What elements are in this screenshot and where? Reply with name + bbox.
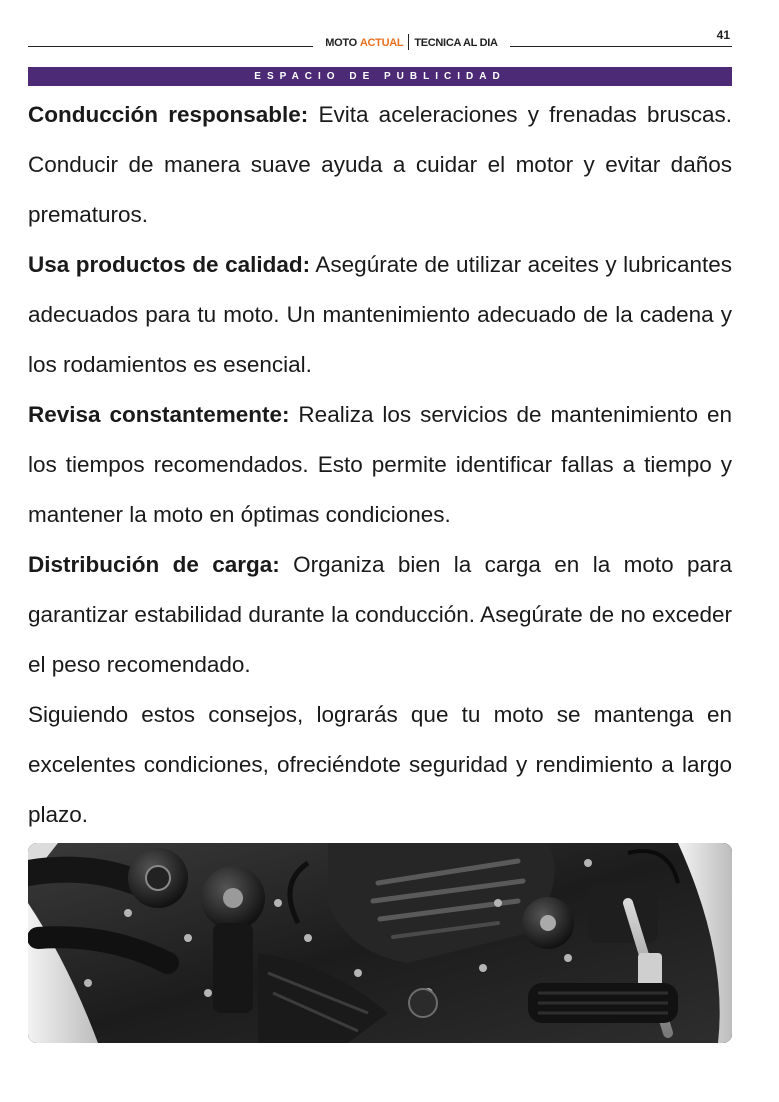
- tip-paragraph: [28, 90, 732, 240]
- tip-text: Organiza bien la carga en la moto para garantizar estabilidad durante la conducción. Asegúrate de no exceder el peso recomendado.: [28, 552, 733, 677]
- tip-paragraph: [28, 240, 732, 390]
- tip-paragraph: [28, 390, 732, 540]
- closing-paragraph: Siguiendo estos consejos, lograrás que tu moto se mantenga en excelentes condiciones, ofreciéndote seguridad y rendimiento a largo plazo.: [28, 702, 732, 827]
- header-rule-right: [510, 46, 732, 47]
- tip-heading: Distribución de carga:: [28, 552, 280, 577]
- tip-text: Asegúrate de utilizar aceites y lubricantes adecuados para tu moto. Un mantenimiento adecuado de la cadena y los rodamientos es esencial.: [28, 252, 732, 377]
- section-name: TECNICA AL DIA: [414, 37, 498, 49]
- masthead-actual: ACTUAL: [359, 37, 404, 49]
- tip-paragraph: [28, 540, 732, 690]
- header-rule-left: [28, 46, 313, 47]
- tip-heading: Revisa constantemente:: [28, 402, 290, 427]
- magazine-masthead: [313, 34, 510, 50]
- engine-illustration: [28, 843, 732, 1043]
- tip-heading: Usa productos de calidad:: [28, 252, 311, 277]
- masthead-separator: [408, 34, 409, 50]
- page-number: 41: [716, 28, 730, 42]
- article-body: [28, 90, 732, 840]
- ad-space-banner: ESPACIO DE PUBLICIDAD: [28, 67, 732, 86]
- tip-text: Evita aceleraciones y frenadas bruscas. Conducir de manera suave ayuda a cuidar el motor y evitar daños prematuros.: [28, 102, 732, 227]
- tip-heading: Conducción responsable:: [28, 102, 309, 127]
- page-header: [28, 22, 732, 52]
- motorcycle-engine-photo: [28, 843, 732, 1043]
- tip-text: Realiza los servicios de mantenimiento en los tiempos recomendados. Esto permite identificar fallas a tiempo y mantener la moto en óptimas condiciones.: [28, 402, 732, 527]
- masthead-moto: MOTO: [325, 37, 357, 49]
